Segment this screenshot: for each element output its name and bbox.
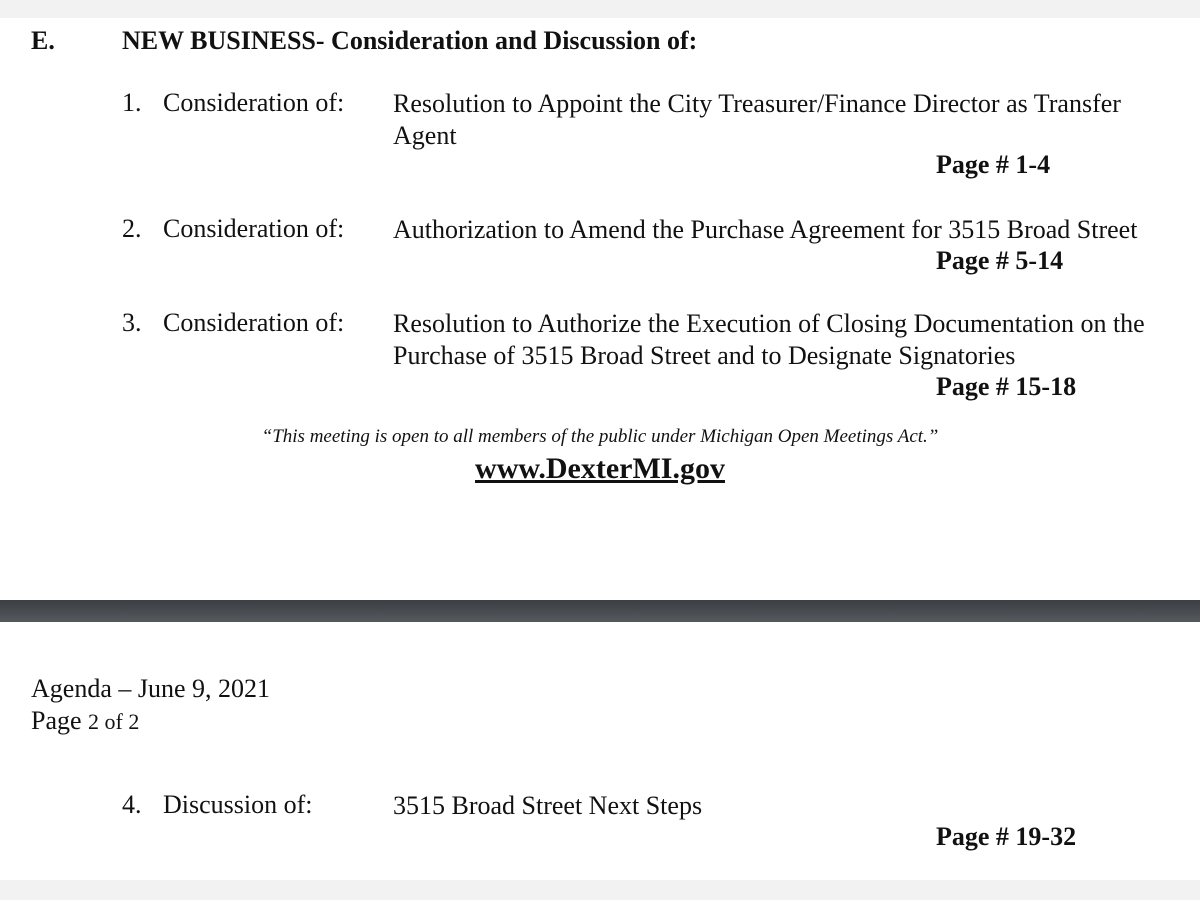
item-4-kind: Discussion of: [163, 790, 313, 819]
website-link[interactable]: www.DexterMI.gov [475, 452, 725, 485]
item-1-page: Page # 1-4 [936, 150, 1051, 179]
item-2-description: Authorization to Amend the Purchase Agreement for 3515 Broad Street [393, 215, 1138, 244]
item-3-page: Page # 15-18 [936, 372, 1077, 401]
item-1-number: 1. [122, 88, 142, 117]
item-2-number: 2. [122, 214, 142, 243]
item-4-page: Page # 19-32 [936, 822, 1077, 851]
item-1-description: Resolution to Appoint the City Treasurer/Finance Director as Transfer Agent [393, 89, 1121, 150]
section-title: NEW BUSINESS- Consideration and Discussion of: [122, 26, 698, 55]
item-4-number: 4. [122, 790, 142, 819]
agenda-date: Agenda – June 9, 2021 [31, 674, 271, 703]
item-3-description: Resolution to Authorize the Execution of Closing Documentation on the Purchase of 3515 Broad Street and to Designate Signatories [393, 309, 1145, 370]
item-3-kind: Consideration of: [163, 308, 345, 337]
item-3-number: 3. [122, 308, 142, 337]
item-4-description: 3515 Broad Street Next Steps [393, 791, 703, 820]
page-count: 2 of 2 [88, 709, 140, 734]
agenda-page-number [31, 706, 139, 736]
page-separator [0, 600, 1200, 622]
section-letter: E. [31, 26, 55, 55]
website-link-wrapper [0, 452, 1200, 486]
open-meetings-note: “This meeting is open to all members of the public under Michigan Open Meetings Act.” [261, 426, 939, 447]
item-2-kind: Consideration of: [163, 214, 345, 243]
item-1-kind: Consideration of: [163, 88, 345, 117]
item-2-page: Page # 5-14 [936, 246, 1064, 275]
page-word: Page [31, 706, 82, 735]
